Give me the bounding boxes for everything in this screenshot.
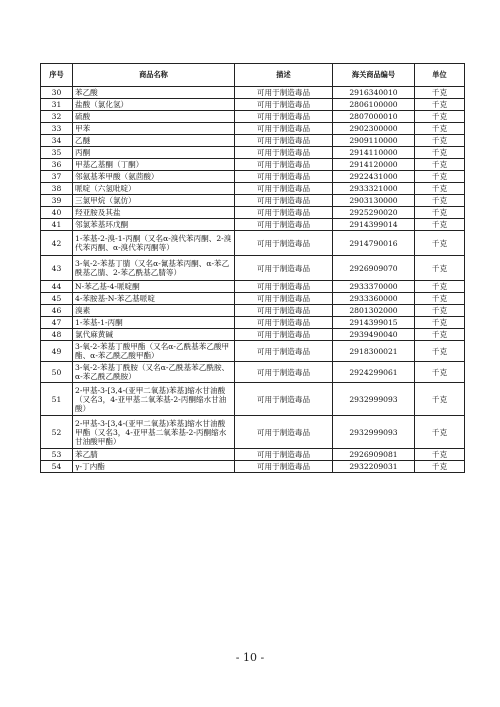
row-serial: 49	[41, 341, 73, 362]
row-customs-code: 2914399014	[333, 219, 415, 231]
row-customs-code: 2902300000	[333, 123, 415, 135]
row-product-name: 丙酮	[73, 147, 235, 159]
row-serial: 47	[41, 317, 73, 329]
row-product-name: 4-苯胺基-N-苯乙基哌啶	[73, 293, 235, 305]
row-unit: 千克	[415, 329, 465, 341]
row-product-name: 2-甲基-3-[3,4-(亚甲二氧基)苯基]缩水甘油酸（又名3，4-亚甲基二氧苯基-2-丙酮缩水甘油酸）	[73, 383, 235, 416]
table-row	[41, 219, 465, 231]
row-description: 可用于制造毒品	[235, 383, 333, 416]
row-description: 可用于制造毒品	[235, 87, 333, 99]
page-number: - 10 -	[235, 651, 265, 664]
row-unit: 千克	[415, 461, 465, 473]
row-product-name: 邻氨基苯甲酸（氨茴酸）	[73, 171, 235, 183]
row-description: 可用于制造毒品	[235, 305, 333, 317]
row-unit: 千克	[415, 305, 465, 317]
row-unit: 千克	[415, 111, 465, 123]
table-row	[41, 449, 465, 461]
table-row	[41, 111, 465, 123]
row-customs-code: 2909110000	[333, 135, 415, 147]
table-row	[41, 416, 465, 449]
row-customs-code: 2924299061	[333, 362, 415, 383]
table-row	[41, 231, 465, 256]
table-row	[41, 87, 465, 99]
row-customs-code: 2914120000	[333, 159, 415, 171]
row-description: 可用于制造毒品	[235, 317, 333, 329]
table-row	[41, 293, 465, 305]
row-serial: 54	[41, 461, 73, 473]
row-unit: 千克	[415, 256, 465, 281]
row-customs-code: 2932999093	[333, 383, 415, 416]
table-row	[41, 207, 465, 219]
row-product-name: γ-丁内酯	[73, 461, 235, 473]
row-unit: 千克	[415, 341, 465, 362]
row-product-name: 羟亚胺及其盐	[73, 207, 235, 219]
row-description: 可用于制造毒品	[235, 449, 333, 461]
row-description: 可用于制造毒品	[235, 207, 333, 219]
row-customs-code: 2933360000	[333, 293, 415, 305]
row-description: 可用于制造毒品	[235, 329, 333, 341]
row-description: 可用于制造毒品	[235, 281, 333, 293]
table-row	[41, 123, 465, 135]
table-row	[41, 383, 465, 416]
row-customs-code: 2926909070	[333, 256, 415, 281]
row-product-name: 苯乙酸	[73, 87, 235, 99]
row-unit: 千克	[415, 362, 465, 383]
row-product-name: 哌啶（六氢吡啶）	[73, 183, 235, 195]
header-serial: 序号	[41, 64, 73, 87]
row-serial: 39	[41, 195, 73, 207]
row-product-name: 硫酸	[73, 111, 235, 123]
row-serial: 52	[41, 416, 73, 449]
table-row	[41, 183, 465, 195]
row-description: 可用于制造毒品	[235, 416, 333, 449]
row-description: 可用于制造毒品	[235, 256, 333, 281]
row-customs-code: 2903130000	[333, 195, 415, 207]
row-description: 可用于制造毒品	[235, 99, 333, 111]
row-product-name: 1-苯基-1-丙酮	[73, 317, 235, 329]
row-serial: 51	[41, 383, 73, 416]
row-serial: 44	[41, 281, 73, 293]
row-description: 可用于制造毒品	[235, 362, 333, 383]
row-serial: 35	[41, 147, 73, 159]
row-serial: 48	[41, 329, 73, 341]
table-row	[41, 362, 465, 383]
row-description: 可用于制造毒品	[235, 171, 333, 183]
row-serial: 33	[41, 123, 73, 135]
row-serial: 45	[41, 293, 73, 305]
table-row	[41, 195, 465, 207]
row-unit: 千克	[415, 449, 465, 461]
row-unit: 千克	[415, 383, 465, 416]
row-serial: 34	[41, 135, 73, 147]
row-unit: 千克	[415, 135, 465, 147]
row-product-name: 苯乙腈	[73, 449, 235, 461]
row-product-name: 邻氯苯基环戊酮	[73, 219, 235, 231]
row-customs-code: 2932999093	[333, 416, 415, 449]
row-customs-code: 2801302000	[333, 305, 415, 317]
table-row	[41, 147, 465, 159]
row-serial: 53	[41, 449, 73, 461]
row-unit: 千克	[415, 317, 465, 329]
row-customs-code: 2914110000	[333, 147, 415, 159]
table-row	[41, 305, 465, 317]
row-unit: 千克	[415, 281, 465, 293]
row-serial: 32	[41, 111, 73, 123]
row-product-name: 乙醚	[73, 135, 235, 147]
table-row	[41, 159, 465, 171]
row-unit: 千克	[415, 219, 465, 231]
header-description: 描述	[235, 64, 333, 87]
row-description: 可用于制造毒品	[235, 461, 333, 473]
table-row	[41, 171, 465, 183]
row-product-name: 三氯甲烷（氯仿）	[73, 195, 235, 207]
row-description: 可用于制造毒品	[235, 111, 333, 123]
row-product-name: 2-甲基-3-[3,4-(亚甲二氧基)苯基]缩水甘油酸甲酯（又名3，4-亚甲基二氧苯基-2-丙酮缩水甘油酸甲酯）	[73, 416, 235, 449]
row-unit: 千克	[415, 171, 465, 183]
row-description: 可用于制造毒品	[235, 147, 333, 159]
row-customs-code: 2918300021	[333, 341, 415, 362]
row-product-name: 溴素	[73, 305, 235, 317]
row-unit: 千克	[415, 231, 465, 256]
table-row	[41, 135, 465, 147]
table-row	[41, 281, 465, 293]
row-customs-code: 2926909081	[333, 449, 415, 461]
row-description: 可用于制造毒品	[235, 183, 333, 195]
row-description: 可用于制造毒品	[235, 123, 333, 135]
header-customs-code: 海关商品编号	[333, 64, 415, 87]
row-product-name: N-苯乙基-4-哌啶酮	[73, 281, 235, 293]
row-product-name: 1-苯基-2-溴-1-丙酮（又名α-溴代苯丙酮、2-溴代苯丙酮、α-溴代苯丙酮等）	[73, 231, 235, 256]
row-description: 可用于制造毒品	[235, 159, 333, 171]
row-serial: 50	[41, 362, 73, 383]
row-customs-code: 2806100000	[333, 99, 415, 111]
row-serial: 30	[41, 87, 73, 99]
row-serial: 43	[41, 256, 73, 281]
row-serial: 46	[41, 305, 73, 317]
table-row	[41, 99, 465, 111]
table-row	[41, 317, 465, 329]
row-customs-code: 2939490040	[333, 329, 415, 341]
row-serial: 31	[41, 99, 73, 111]
row-unit: 千克	[415, 207, 465, 219]
table-row	[41, 329, 465, 341]
row-description: 可用于制造毒品	[235, 341, 333, 362]
row-product-name: 氯代麻黄碱	[73, 329, 235, 341]
header-product-name: 商品名称	[73, 64, 235, 87]
row-unit: 千克	[415, 159, 465, 171]
row-product-name: 盐酸（氯化氢）	[73, 99, 235, 111]
table-row	[41, 461, 465, 473]
row-unit: 千克	[415, 123, 465, 135]
row-unit: 千克	[415, 195, 465, 207]
row-unit: 千克	[415, 87, 465, 99]
row-description: 可用于制造毒品	[235, 219, 333, 231]
row-customs-code: 2933321000	[333, 183, 415, 195]
row-serial: 37	[41, 171, 73, 183]
header-unit: 单位	[415, 64, 465, 87]
row-product-name: 3-氧-2-苯基丁腈（又名α-氰基苯丙酮、α-苯乙酰基乙腈、2-苯乙酰基乙腈等）	[73, 256, 235, 281]
row-serial: 42	[41, 231, 73, 256]
goods-table	[40, 63, 465, 473]
row-customs-code: 2925290020	[333, 207, 415, 219]
row-product-name: 3-氧-2-苯基丁酰胺（又名α-乙酰基苯乙酰胺、α-苯乙酰乙酰胺）	[73, 362, 235, 383]
row-customs-code: 2933370000	[333, 281, 415, 293]
row-customs-code: 2807000010	[333, 111, 415, 123]
header-row	[41, 64, 465, 87]
row-serial: 40	[41, 207, 73, 219]
row-customs-code: 2914399015	[333, 317, 415, 329]
row-description: 可用于制造毒品	[235, 231, 333, 256]
row-customs-code: 2932209031	[333, 461, 415, 473]
row-unit: 千克	[415, 293, 465, 305]
row-product-name: 甲苯	[73, 123, 235, 135]
row-product-name: 3-氧-2-苯基丁酸甲酯（又名α-乙酰基苯乙酸甲酯、α-苯乙酰乙酸甲酯）	[73, 341, 235, 362]
row-description: 可用于制造毒品	[235, 293, 333, 305]
row-description: 可用于制造毒品	[235, 195, 333, 207]
row-product-name: 甲基乙基酮（丁酮）	[73, 159, 235, 171]
table-row	[41, 256, 465, 281]
row-unit: 千克	[415, 99, 465, 111]
row-unit: 千克	[415, 183, 465, 195]
row-customs-code: 2916340010	[333, 87, 415, 99]
row-serial: 38	[41, 183, 73, 195]
row-unit: 千克	[415, 416, 465, 449]
row-customs-code: 2922431000	[333, 171, 415, 183]
table-row	[41, 341, 465, 362]
row-unit: 千克	[415, 147, 465, 159]
row-serial: 36	[41, 159, 73, 171]
row-customs-code: 2914790016	[333, 231, 415, 256]
row-description: 可用于制造毒品	[235, 135, 333, 147]
row-serial: 41	[41, 219, 73, 231]
